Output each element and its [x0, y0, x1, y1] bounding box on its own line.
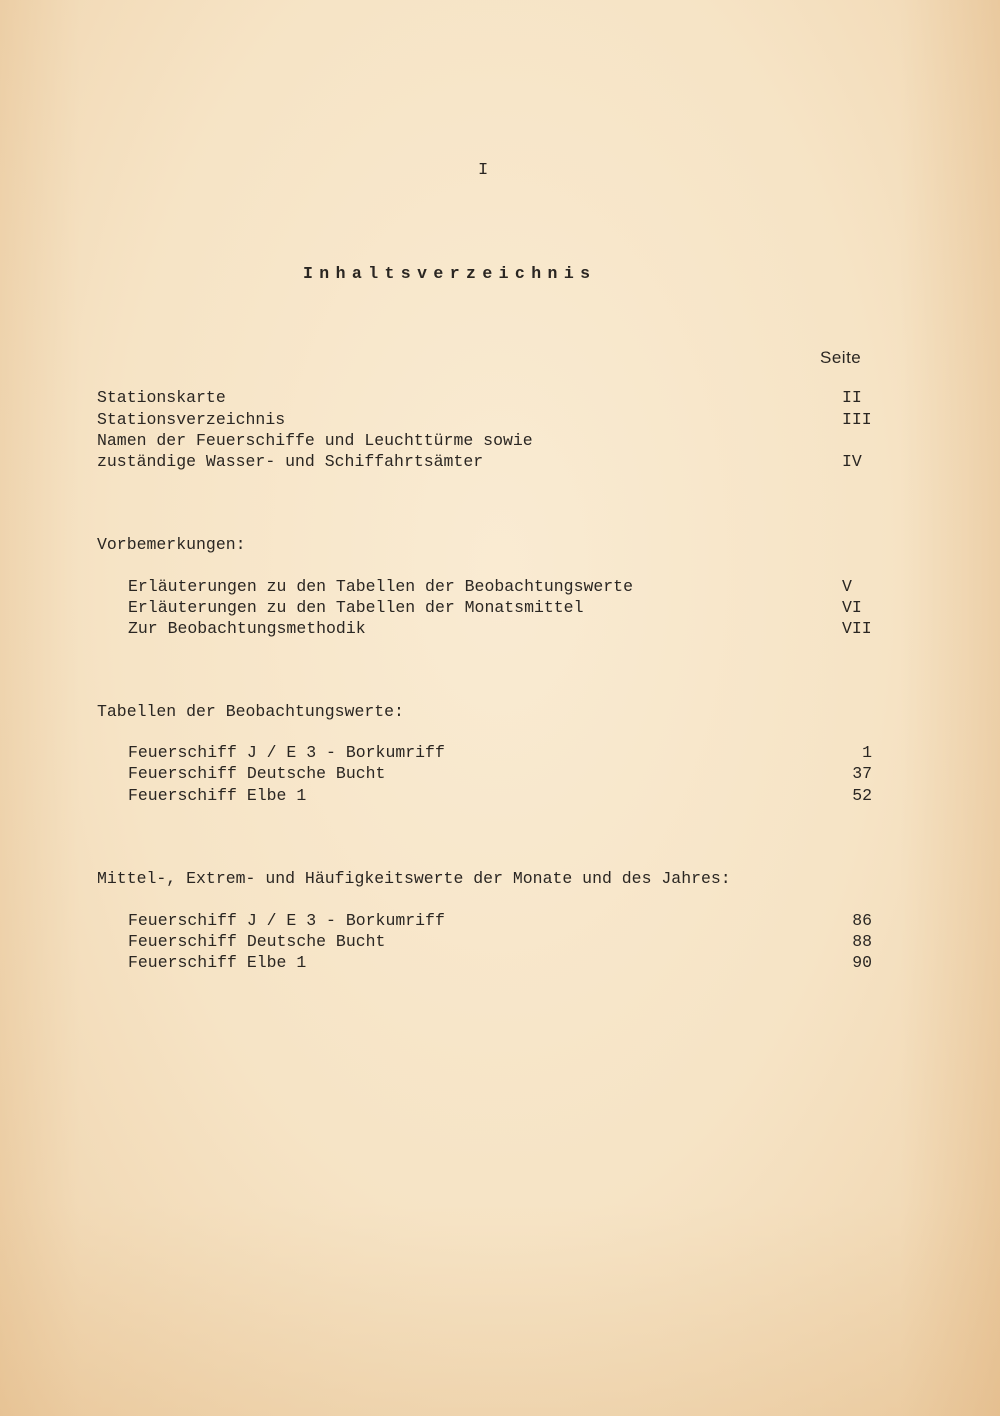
toc-entry-label: Feuerschiff J / E 3 - Borkumriff [128, 911, 445, 930]
toc-entry-label: Zur Beobachtungsmethodik [128, 619, 366, 638]
toc-entry-page: II [842, 388, 862, 407]
toc-entry-label: Feuerschiff J / E 3 - Borkumriff [128, 743, 445, 762]
toc-entry [0, 910, 1000, 931]
toc-entry-page: III [842, 410, 872, 429]
toc-entry [0, 785, 1000, 806]
toc-entry [0, 742, 1000, 763]
section-heading: Tabellen der Beobachtungswerte: [97, 702, 404, 721]
toc-entry [0, 952, 1000, 973]
toc-entry-label: Feuerschiff Elbe 1 [128, 786, 307, 805]
toc-entry-label: Feuerschiff Deutsche Bucht [128, 764, 386, 783]
section-heading: Mittel-, Extrem- und Häufigkeitswerte der Monate und des Jahres: [97, 869, 731, 888]
toc-entry-page: V [842, 577, 852, 596]
toc-entry [0, 409, 1000, 430]
toc-entry-page: 88 [852, 932, 872, 951]
toc-entry [0, 931, 1000, 952]
toc-entry-page: VI [842, 598, 862, 617]
page-number: I [478, 161, 489, 180]
toc-entry-label: Stationsverzeichnis [97, 410, 286, 429]
toc-entry [0, 763, 1000, 784]
toc-entry-label: Namen der Feuerschiffe und Leuchttürme sowie [97, 431, 533, 450]
toc-entry [0, 451, 1000, 472]
toc-entry-page: 90 [852, 953, 872, 972]
toc-entry-label: Feuerschiff Elbe 1 [128, 953, 307, 972]
toc-entry-label: Stationskarte [97, 388, 226, 407]
toc-entry-label: Erläuterungen zu den Tabellen der Beobachtungswerte [128, 577, 633, 596]
toc-entry-page: 86 [852, 911, 872, 930]
toc-entry [0, 576, 1000, 597]
toc-entry-page: 52 [852, 786, 872, 805]
toc-entry-label: Erläuterungen zu den Tabellen der Monatsmittel [128, 598, 584, 617]
toc-entry-page: VII [842, 619, 872, 638]
toc-entry-page: 1 [862, 743, 872, 762]
toc-entry [0, 618, 1000, 639]
toc-entry-label: zuständige Wasser- und Schiffahrtsämter [97, 452, 484, 471]
toc-entry-label: Feuerschiff Deutsche Bucht [128, 932, 386, 951]
page-title: Inhaltsverzeichnis [303, 264, 597, 283]
toc-entry [0, 387, 1000, 408]
toc-entry [0, 597, 1000, 618]
toc-entry-page: 37 [852, 764, 872, 783]
toc-entry-page: IV [842, 452, 862, 471]
section-heading: Vorbemerkungen: [97, 535, 246, 554]
page-column-header: Seite [820, 348, 862, 367]
toc-entry [0, 430, 1000, 451]
